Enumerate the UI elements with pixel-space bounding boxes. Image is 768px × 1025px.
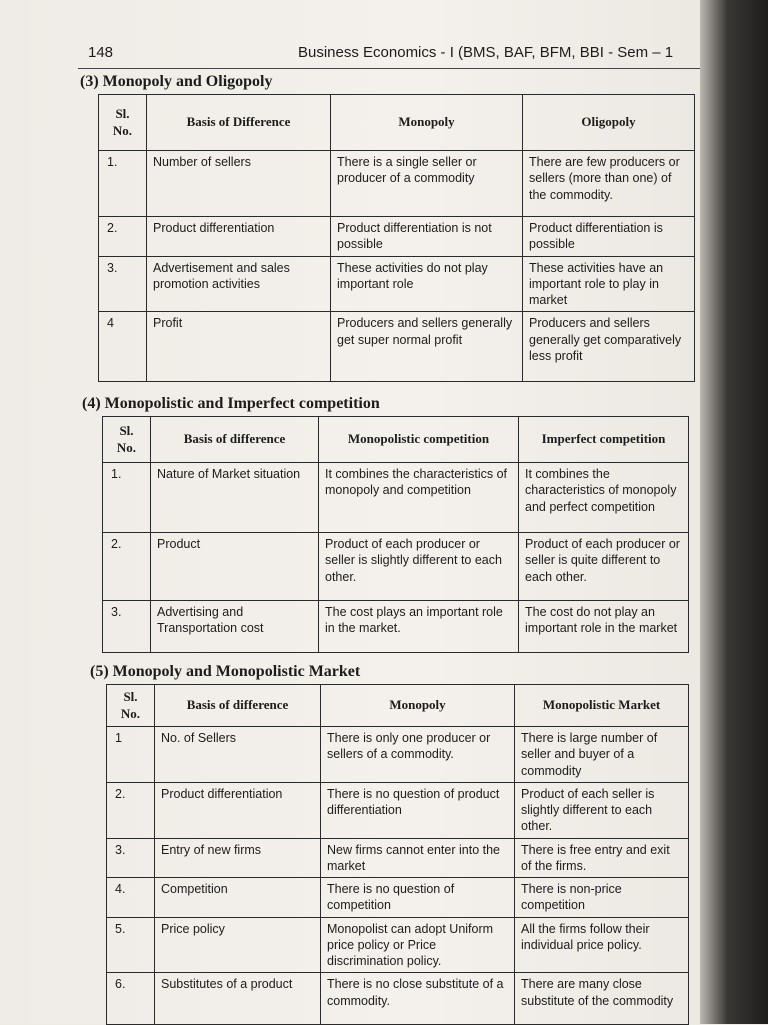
cell-monopolistic: Product of each producer or seller is slightly different to each other.	[319, 533, 519, 601]
table-row	[103, 463, 689, 533]
cell-oligopoly: Product differentiation is possible	[523, 217, 695, 257]
table-header-row	[103, 417, 689, 463]
cell-sl-no: 1	[107, 727, 155, 783]
col-header: Monopoly	[331, 95, 523, 151]
cell-monopolistic: There is free entry and exit of the firms.	[515, 838, 689, 878]
cell-oligopoly: These activities have an important role to play in market	[523, 256, 695, 312]
section-title-monopolistic-imperfect: (4) Monopolistic and Imperfect competition	[82, 395, 380, 412]
book-spine-shadow	[700, 0, 768, 1024]
table-row	[107, 782, 689, 838]
table-row	[99, 256, 695, 312]
cell-monopoly: There is no close substitute of a commodity.	[321, 973, 515, 1025]
cell-monopolistic: There are many close substitute of the commodity	[515, 973, 689, 1025]
page-header	[88, 44, 700, 70]
col-header: Imperfect competition	[519, 417, 689, 463]
running-title: Business Economics - I (BMS, BAF, BFM, BBI - Sem – 1	[298, 44, 674, 61]
col-header: Sl. No.	[107, 685, 155, 727]
cell-imperfect: It combines the characteristics of monopoly and perfect competition	[519, 463, 689, 533]
table-row	[99, 312, 695, 382]
section-title-monopoly-oligopoly: (3) Monopoly and Oligopoly	[80, 73, 273, 90]
cell-sl-no: 2.	[99, 217, 147, 257]
col-header: Basis of difference	[155, 685, 321, 727]
cell-sl-no: 5.	[107, 917, 155, 973]
table-monopoly-oligopoly	[98, 94, 695, 382]
cell-basis: Substitutes of a product	[155, 973, 321, 1025]
cell-monopoly: Monopolist can adopt Uniform price policy or Price discrimination policy.	[321, 917, 515, 973]
col-header: Basis of difference	[151, 417, 319, 463]
cell-sl-no: 3.	[107, 838, 155, 878]
cell-monopoly: Product differentiation is not possible	[331, 217, 523, 257]
cell-basis: Price policy	[155, 917, 321, 973]
cell-sl-no: 2.	[103, 533, 151, 601]
col-header: Basis of Difference	[147, 95, 331, 151]
cell-oligopoly: Producers and sellers generally get comparatively less profit	[523, 312, 695, 382]
cell-monopoly: Producers and sellers generally get super normal profit	[331, 312, 523, 382]
col-header: Sl. No.	[99, 95, 147, 151]
table-row	[99, 151, 695, 217]
cell-monopolistic: All the firms follow their individual price policy.	[515, 917, 689, 973]
cell-monopoly: There is no question of product differentiation	[321, 782, 515, 838]
cell-sl-no: 2.	[107, 782, 155, 838]
cell-sl-no: 4.	[107, 878, 155, 918]
table-monopolistic-imperfect	[102, 416, 689, 653]
cell-monopolistic: It combines the characteristics of monopoly and competition	[319, 463, 519, 533]
table-row	[107, 878, 689, 918]
cell-sl-no: 3.	[99, 256, 147, 312]
cell-monopoly: New firms cannot enter into the market	[321, 838, 515, 878]
cell-monopolistic: Product of each seller is slightly different to each other.	[515, 782, 689, 838]
cell-basis: Profit	[147, 312, 331, 382]
col-header: Monopolistic Market	[515, 685, 689, 727]
page-number: 148	[88, 44, 114, 61]
cell-monopoly: There is no question of competition	[321, 878, 515, 918]
cell-oligopoly: There are few producers or sellers (more than one) of the commodity.	[523, 151, 695, 217]
table-header-row	[107, 685, 689, 727]
cell-monopolistic: The cost plays an important role in the market.	[319, 601, 519, 653]
cell-basis: Product	[151, 533, 319, 601]
cell-sl-no: 3.	[103, 601, 151, 653]
col-header: Monopoly	[321, 685, 515, 727]
cell-sl-no: 1.	[99, 151, 147, 217]
cell-monopolistic: There is large number of seller and buyer of a commodity	[515, 727, 689, 783]
cell-monopoly: There is only one producer or sellers of a commodity.	[321, 727, 515, 783]
col-header: Monopolistic competition	[319, 417, 519, 463]
table-row	[107, 838, 689, 878]
cell-basis: Advertising and Transportation cost	[151, 601, 319, 653]
cell-sl-no: 6.	[107, 973, 155, 1025]
cell-basis: Product differentiation	[155, 782, 321, 838]
header-rule	[78, 68, 700, 69]
col-header: Oligopoly	[523, 95, 695, 151]
cell-basis: Advertisement and sales promotion activities	[147, 256, 331, 312]
col-header: Sl. No.	[103, 417, 151, 463]
table-row	[103, 533, 689, 601]
table-header-row	[99, 95, 695, 151]
cell-sl-no: 1.	[103, 463, 151, 533]
table-row	[107, 917, 689, 973]
cell-basis: Nature of Market situation	[151, 463, 319, 533]
cell-monopoly: There is a single seller or producer of a commodity	[331, 151, 523, 217]
cell-basis: Competition	[155, 878, 321, 918]
cell-basis: Product differentiation	[147, 217, 331, 257]
cell-imperfect: Product of each producer or seller is quite different to each other.	[519, 533, 689, 601]
cell-sl-no: 4	[99, 312, 147, 382]
section-title-monopoly-monopolistic: (5) Monopoly and Monopolistic Market	[90, 663, 361, 680]
cell-monopolistic: There is non-price competition	[515, 878, 689, 918]
table-row	[99, 217, 695, 257]
table-row	[107, 973, 689, 1025]
table-row	[107, 727, 689, 783]
cell-basis: Entry of new firms	[155, 838, 321, 878]
cell-monopoly: These activities do not play important role	[331, 256, 523, 312]
cell-basis: Number of sellers	[147, 151, 331, 217]
table-monopoly-monopolistic	[106, 684, 689, 1025]
table-row	[103, 601, 689, 653]
cell-imperfect: The cost do not play an important role in the market	[519, 601, 689, 653]
cell-basis: No. of Sellers	[155, 727, 321, 783]
